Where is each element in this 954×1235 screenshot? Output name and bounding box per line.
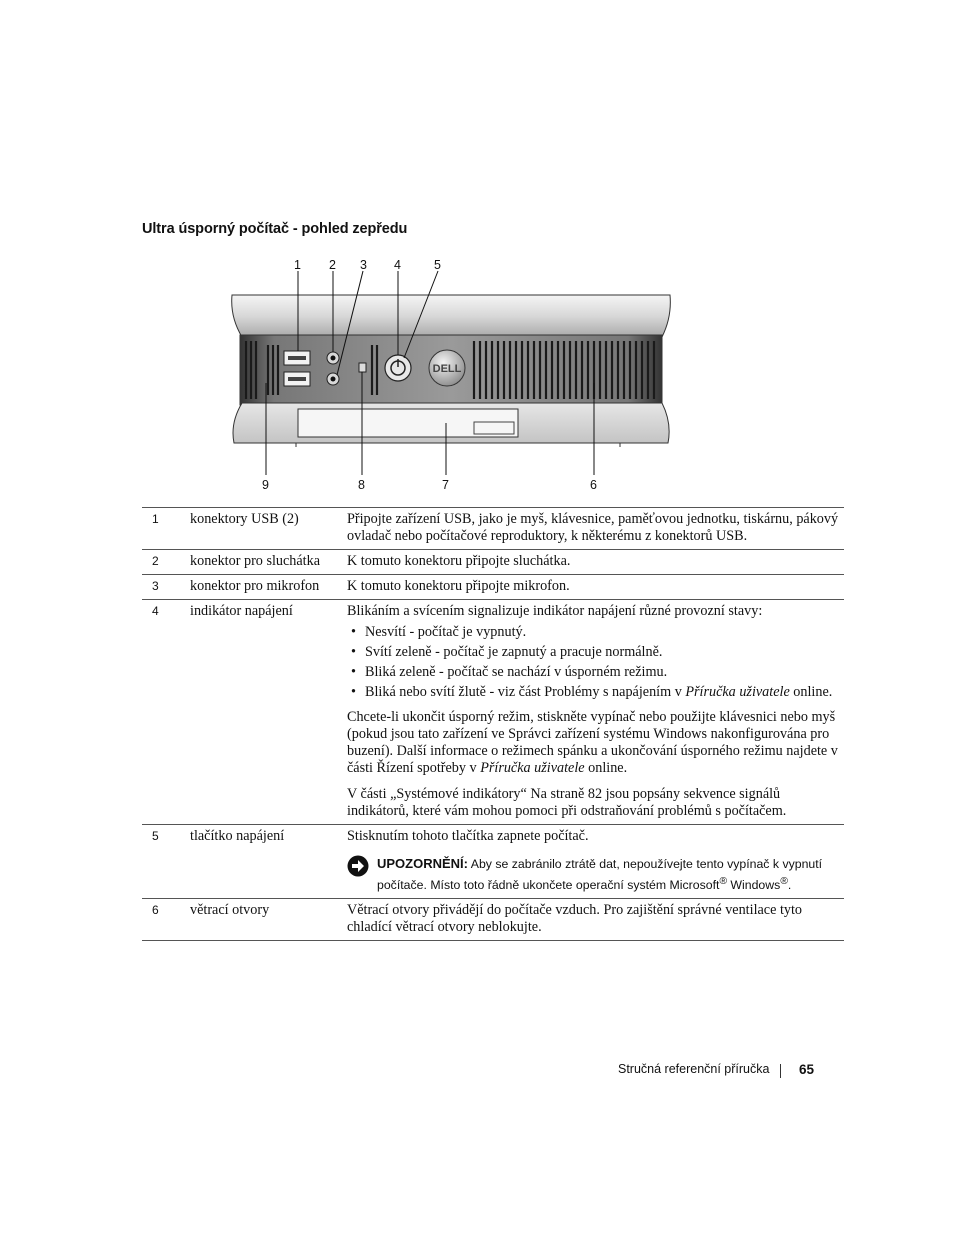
table-row [142, 575, 844, 600]
row-number: 6 [152, 903, 159, 918]
paragraph-text: Chcete-li ukončit úsporný režim, stiskněte vypínač nebo použijte klávesnici nebo myš (pokud jsou tato zařízení ve Správci zařízení systému Windows nakonfigurována pro buzení). Další informace o režimech spánku a ukončování úsporného režimu najdete v části Řízení spotřeby v [347, 709, 838, 776]
part-description: Připojte zařízení USB, jako je myš, klávesnice, paměťovou jednotku, tiskárnu, pákový ovladač nebo počítačové reproduktory, k některému z konektorů USB. [347, 511, 839, 544]
part-description [347, 600, 844, 825]
parts-table [142, 507, 844, 941]
part-description: K tomuto konektoru připojte sluchátka. [347, 553, 571, 569]
callout-8: 8 [358, 478, 365, 492]
callout-3: 3 [360, 258, 367, 272]
notice-body: . [787, 878, 792, 893]
computer-front-figure [226, 255, 676, 495]
table-row [142, 550, 844, 575]
notice-box [347, 855, 844, 894]
part-name: tlačítko napájení [190, 828, 285, 844]
bullet-text: online. [789, 684, 833, 700]
row-number: 5 [152, 829, 159, 843]
row-number: 1 [152, 512, 159, 526]
table-row [142, 825, 844, 899]
guide-reference: Příručka uživatele [480, 760, 585, 776]
computer-front-illustration [226, 255, 676, 495]
list-item: • Nesvítí - počítač je vypnutý. [365, 624, 844, 641]
system-lights-paragraph: V části „Systémové indikátory“ Na straně 82 jsou popsány sekvence signálů indikátorů, které vám mohou pomoci při odstraňování problémů s počítačem. [347, 786, 787, 819]
notice-body: Windows [727, 878, 781, 893]
callout-5: 5 [434, 258, 441, 272]
callout-9: 9 [262, 478, 269, 492]
dell-logo-text: DELL [432, 363, 462, 375]
table-row [142, 508, 844, 550]
power-indicator-states [347, 624, 844, 701]
registered-mark: ® [780, 876, 788, 887]
sleep-mode-paragraph [347, 709, 844, 777]
power-indicator-intro: Blikáním a svícením signalizuje indikátor napájení různé provozní stavy: [347, 603, 763, 619]
part-name: konektor pro mikrofon [190, 578, 320, 594]
part-description: K tomuto konektoru připojte mikrofon. [347, 578, 570, 594]
callout-6: 6 [590, 478, 597, 492]
callout-7: 7 [442, 478, 449, 492]
table-row [142, 899, 844, 941]
row-number: 3 [152, 579, 159, 593]
part-name: větrací otvory [190, 902, 270, 919]
list-item [365, 684, 844, 701]
table-row [142, 600, 844, 825]
registered-mark: ® [719, 876, 727, 887]
notice-arrow-icon [347, 855, 369, 877]
page-number: 65 [799, 1062, 815, 1077]
notice-text [377, 855, 844, 894]
footer-divider [780, 1064, 781, 1078]
guide-reference: Příručka uživatele [685, 684, 790, 700]
row-number: 2 [152, 554, 159, 568]
page-footer [618, 1062, 815, 1077]
callout-1: 1 [294, 258, 301, 272]
callout-4: 4 [394, 258, 401, 272]
bullet-text: Bliká nebo svítí žlutě - viz část Problémy s napájením v [365, 684, 686, 700]
row-number: 4 [152, 604, 159, 618]
footer-label: Stručná referenční příručka [618, 1062, 770, 1076]
part-name: indikátor napájení [190, 603, 293, 619]
part-name: konektor pro sluchátka [190, 553, 321, 569]
power-button-text: Stisknutím tohoto tlačítka zapnete počítač. [347, 828, 589, 844]
notice-label: UPOZORNĚNÍ: [377, 856, 468, 871]
part-description: Větrací otvory přivádějí do počítače vzduch. Pro zajištění správné ventilace tyto chladící větrací otvory neblokujte. [347, 902, 803, 936]
callout-2: 2 [329, 258, 336, 272]
paragraph-text: online. [584, 760, 628, 776]
part-description [347, 825, 844, 899]
list-item: • Svítí zeleně - počítač je zapnutý a pracuje normálně. [365, 644, 844, 661]
part-name: konektory USB (2) [190, 511, 299, 527]
section-title: Ultra úsporný počítač - pohled zepředu [142, 221, 408, 237]
list-item: • Bliká zeleně - počítač se nachází v úsporném režimu. [365, 664, 844, 681]
notice-body: Aby se zabránilo ztrátě dat, nepoužívejte tento vypínač k vypnutí počítače. Místo toto řádně ukončete operační systém Microsoft [377, 857, 823, 893]
